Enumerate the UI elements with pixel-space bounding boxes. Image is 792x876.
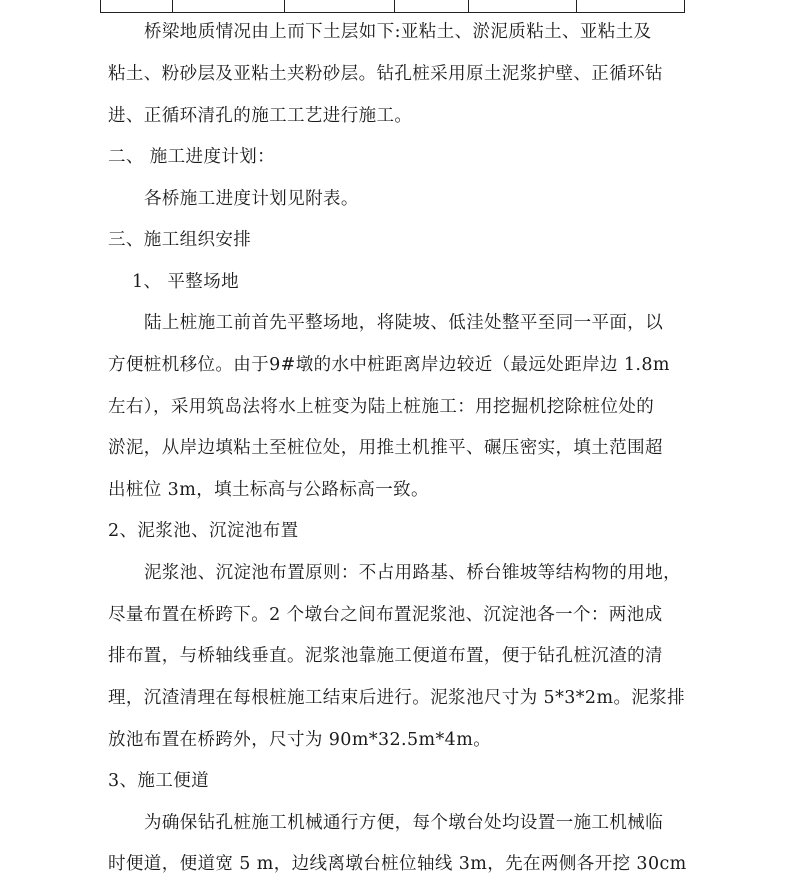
- paragraph-line: 尽量布置在桥跨下。2 个墩台之间布置泥浆池、沉淀池各一个：两池成: [108, 605, 663, 625]
- table-cell: [577, 0, 685, 12]
- table-cell: [285, 0, 395, 12]
- table-fragment: [100, 0, 685, 13]
- paragraph-line: 二、 施工进度计划：: [108, 147, 276, 167]
- paragraph-line: 左右），采用筑岛法将水上桩变为陆上桩施工：用挖掘机挖除桩位处的: [108, 397, 655, 417]
- paragraph-line: 泥浆池、沉淀池布置原则：不占用路基、桥台锥坡等结构物的用地，: [144, 563, 681, 583]
- paragraph-line: 理，沉渣清理在每根桩施工结束后进行。泥浆池尺寸为 5*3*2m。泥浆排: [108, 688, 686, 708]
- paragraph-line: 方便桩机移位。由于9#墩的水中桩距离岸边较近（最远处距岸边 1.8m: [108, 355, 670, 375]
- paragraph-line: 排布置，与桥轴线垂直。泥浆池靠施工便道布置，便于钻孔桩沉渣的清: [108, 646, 663, 666]
- paragraph-line: 进、正循环清孔的施工工艺进行施工。: [108, 106, 413, 126]
- paragraph-line: 2、泥浆池、沉淀池布置: [108, 521, 299, 541]
- paragraph-line: 各桥施工进度计划见附表。: [144, 189, 359, 209]
- paragraph-line: 1、 平整场地: [132, 272, 239, 292]
- table-cell: [395, 0, 468, 12]
- paragraph-line: 陆上桩施工前首先平整场地，将陡坡、低洼处整平至同一平面，以: [144, 313, 664, 333]
- paragraph-line: 出桩位 3m，填土标高与公路标高一致。: [108, 480, 429, 500]
- paragraph-line: 桥梁地质情况由上而下土层如下:亚粘土、淤泥质粘土、亚粘土及: [144, 22, 652, 42]
- paragraph-line: 淤泥，从岸边填粘土至桩位处，用推土机推平、碾压密实，填土范围超: [108, 438, 663, 458]
- paragraph-line: 时便道，便道宽 5 m，边线离墩台桩位轴线 3m，先在两侧各开挖 30cm: [108, 854, 687, 874]
- paragraph-line: 粘土、粉砂层及亚粘土夹粉砂层。钻孔桩采用原土泥浆护壁、正循环钻: [108, 64, 663, 84]
- paragraph-line: 三、施工组织安排: [108, 230, 252, 250]
- paragraph-line: 为确保钻孔桩施工机械通行方便，每个墩台处均设置一施工机械临: [144, 813, 664, 833]
- table-cell: [173, 0, 285, 12]
- table-cell: [101, 0, 173, 12]
- paragraph-line: 3、施工便道: [108, 771, 210, 791]
- paragraph-line: 放池布置在桥跨外，尺寸为 90m*32.5m*4m。: [108, 730, 492, 750]
- table-cell: [469, 0, 577, 12]
